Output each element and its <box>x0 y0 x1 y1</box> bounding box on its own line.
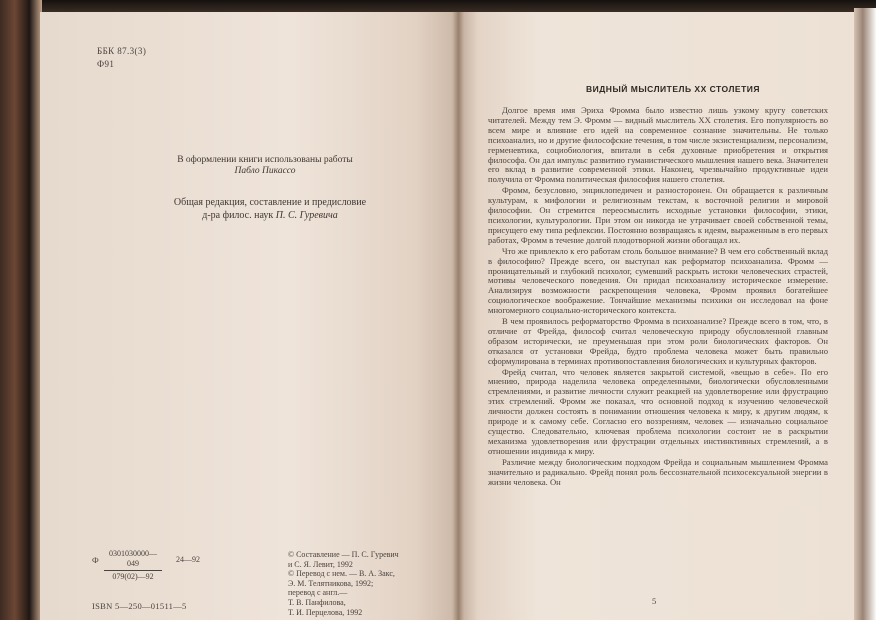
copyright-line: Т. В. Панфилова, <box>288 597 346 607</box>
bbk-code: Ф91 <box>97 59 115 69</box>
catalog-letter: Ф <box>92 555 99 565</box>
bbk-line: ББК 87.3(3) <box>97 46 147 56</box>
article-title: ВИДНЫЙ МЫСЛИТЕЛЬ XX СТОЛЕТИЯ <box>586 84 760 94</box>
copyright-line: перевод с англ.— <box>288 588 348 598</box>
design-credit <box>150 155 380 177</box>
article <box>488 84 828 488</box>
editor-degree: д-ра филос. наук <box>202 210 274 221</box>
copyright-line: Т. И. Перцелова, 1992 <box>288 607 363 617</box>
catalog-denominator: 079(02)—92 <box>112 572 154 581</box>
editorial-editor <box>150 209 390 222</box>
article-paragraph: Фромм, безусловно, энциклопедичен и разносторонен. Он обращается к различным культурам, к мифологии и религиозным текстам, к восточной религии и мировой философии. Он стремится переосмыслить исходные установки философии, этики, психологии, культурологии. При этом он никогда не утрачивает своей собственной темы, присущего ему типа рефлексии. Постоянно возвращаясь к идеям, выраженным в его первых работах, Фромм в течение долгой плодотворной жизни обогащал их. <box>488 185 828 245</box>
book-gutter <box>452 12 464 620</box>
editorial-line: Общая редакция, составление и предисловие <box>173 197 367 208</box>
copyright-line: © Составление — П. С. Гуревич <box>288 550 399 559</box>
copyright-block <box>288 550 438 617</box>
desk-background <box>0 0 876 12</box>
page-stack-edge <box>854 8 876 620</box>
design-artist: Пабло Пикассо <box>234 166 296 176</box>
catalog-code: 24—92 <box>176 555 200 564</box>
bbk-classification <box>97 45 146 71</box>
article-paragraph: Что же привлекло к его работам столь большое внимание? В чем его собственный вклад в философию? Прежде всего, он выступал как реформатор психоанализа. Фромм — проницательный и глубокий психолог, сумевший раскрыть истоки человеческих страстей, мотивы человеческого поведения. Он придал психоанализу историческое измерение. Анализируя возможности раскрепощения человека, Фромм проявил богатейшее социологическое воображение. Тончайшие механизмы психики он исследовал на фоне многомерного социально-исторического контекста. <box>488 245 828 316</box>
copyright-line: © Перевод с нем. — В. А. Закс, <box>288 569 395 579</box>
article-paragraph: Различие между биологическим подходом Фрейда и социальным мышлением Фромма значительно и радикально. Фрейд понял роль бессознательной психосексуальной энергии в жизни человека. Он <box>488 456 828 487</box>
article-paragraph: Долгое время имя Эриха Фромма было известно лишь узкому кругу советских читателей. Между тем Э. Фромм — видный мыслитель XX столетия. Его популярность во всем мире и влияние его идей на современное сознание значительны. Не только психоанализ, но и другие философские течения, в том числе экзистенциализм, персонализм, герменевтика, социобиология, впитали в себя духовные приобретения и открытия философа. Он дал импульс развитию гуманистического мышления нашего века. Значителен его вклад в развитие современной этики. Наконец, чрезвычайно продуктивные идеи получила от Фромма политическая философия нашего столетия. <box>488 105 828 185</box>
copyright-line: и С. Я. Левит, 1992 <box>288 559 353 569</box>
book-cover-edge <box>0 0 42 620</box>
page-number: 5 <box>652 596 657 606</box>
design-credit-text: В оформлении книги использованы работы <box>177 155 353 165</box>
editorial-credit <box>150 196 390 222</box>
isbn: ISBN 5—250—01511—5 <box>92 601 187 611</box>
article-paragraph: В чем проявилось реформаторство Фромма в психоанализе? Прежде всего в том, что, в отличие от Фрейда, философ считал человеческую природу обусловленной главным образом исторически, не преуменьшая при этом роли биологических факторов. Он отказался от установки Фрейда, будто проблема человека может быть правильно сформулирована в терминах противопоставления биологических и культурных факторов. <box>488 316 828 366</box>
copyright-line: Э. М. Телятникова, 1992; <box>288 578 374 588</box>
editor-name: П. С. Гуревича <box>275 210 338 221</box>
left-page <box>40 12 458 620</box>
catalog-fraction <box>104 549 162 582</box>
article-paragraph: Фрейд считал, что человек является закрытой системой, «вещью в себе». По его мнению, природа наделила человека определенными, биологически обусловленными стремлениями, и развитие личности служит реакцией на удовлетворение или фрустрацию этих стремлений. Фромм же показал, что основной подход к изучению человеческой личности должен состоять в понимании отношения человека к миру, к другим людям, к природе и к самому себе. Согласно его воззрениям, человек — изначально социальное существо. Следовательно, ключевая проблема психологии состоит не в раскрытии механизма удовлетворения или фрустрации отдельных инстинктивных стремлений, а в отношении индивида к миру. <box>488 366 828 456</box>
catalog-numerator: 0301030000—049 <box>104 549 162 571</box>
